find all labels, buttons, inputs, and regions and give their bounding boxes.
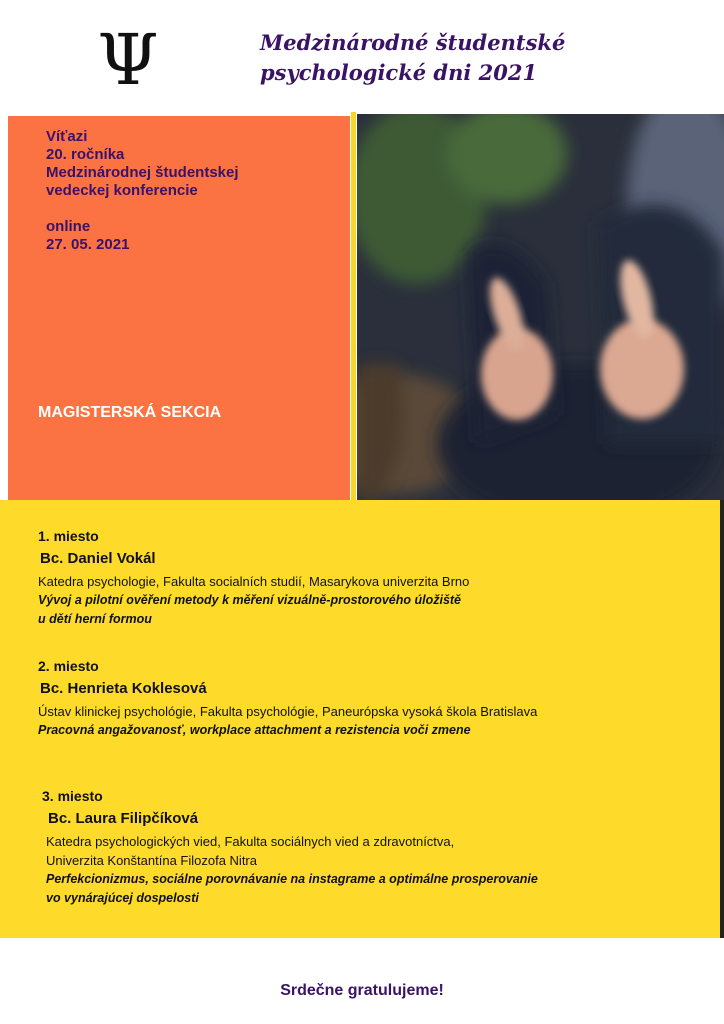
edge-shadow (720, 500, 724, 938)
winner-affiliation: Katedra psychologických vied, Fakulta sociálnych vied a zdravotníctva, (46, 834, 455, 849)
winner-work-title: Pracovná angažovanosť, workplace attachment a rezistencia voči zmene (38, 723, 471, 737)
winner-work-title: Perfekcionizmus, sociálne porovnávanie na instagrame a optimálne prosperovanie (46, 872, 538, 886)
section-title: MAGISTERSKÁ SEKCIA (38, 404, 222, 421)
place-2 (0, 657, 700, 740)
place-1 (0, 527, 700, 629)
info-line: 20. ročníka (46, 146, 125, 163)
thumbs-up-photo (357, 114, 724, 500)
place-rank: 1. miesto (38, 528, 99, 544)
event-title-line: psychologické dni 2021 (260, 60, 538, 85)
info-line: Víťazi (46, 128, 88, 145)
place-rank: 3. miesto (42, 788, 103, 804)
winner-work-title: Vývoj a pilotní ověření metody k měření vizuálně-prostorového úložiště (38, 593, 462, 607)
winner-name: Bc. Henrieta Koklesová (40, 680, 207, 697)
place-rank: 2. miesto (38, 658, 99, 674)
info-line: 27. 05. 2021 (46, 236, 130, 253)
winner-name: Bc. Daniel Vokál (40, 550, 156, 567)
event-title-line: Medzinárodné študentské (260, 30, 566, 55)
winner-name: Bc. Laura Filipčíková (48, 810, 199, 827)
winner-affiliation: Ústav klinickej psychológie, Fakulta psychológie, Paneurópska vysoká škola Bratislava (38, 704, 538, 719)
info-line: vedeckej konferencie (46, 182, 198, 199)
event-info (46, 128, 336, 254)
winner-affiliation: Univerzita Konštantína Filozofa Nitra (46, 853, 257, 868)
place-3 (0, 787, 700, 908)
info-line: online (46, 218, 91, 235)
winner-affiliation: Katedra psychologie, Fakulta socialních studií, Masarykova univerzita Brno (38, 574, 470, 589)
winner-work-title: vo vynárajúcej dospelosti (46, 891, 199, 905)
event-title (260, 28, 680, 88)
winner-work-title: u dětí herní formou (38, 612, 152, 626)
psi-logo-icon: Ψ (97, 19, 159, 101)
divider-line (351, 112, 356, 504)
congratulations-text: Srdečne gratulujeme! (280, 982, 444, 999)
info-line: Medzinárodnej študentskej (46, 164, 239, 181)
thumbs-up-photo-art (357, 114, 724, 500)
